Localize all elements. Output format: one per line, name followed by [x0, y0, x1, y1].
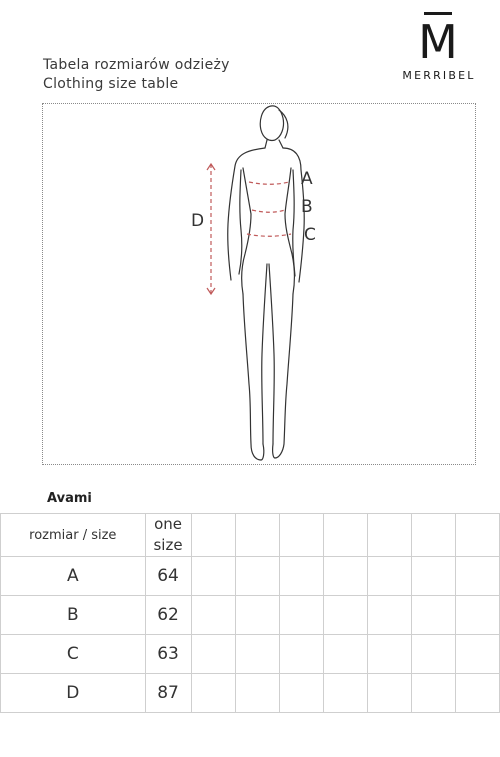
empty-cell	[323, 514, 367, 557]
empty-cell	[367, 596, 411, 635]
label-a: A	[301, 169, 313, 189]
empty-cell	[455, 514, 499, 557]
label-c: C	[304, 225, 316, 245]
left-foot	[261, 444, 264, 460]
empty-cell	[367, 514, 411, 557]
size-column-header: one size	[145, 514, 191, 557]
label-b: B	[301, 197, 313, 217]
left-arm-outer	[228, 148, 265, 280]
table-row	[1, 596, 500, 635]
empty-cell	[279, 514, 323, 557]
empty-cell	[367, 557, 411, 596]
empty-cell	[411, 596, 455, 635]
left-leg-inner	[262, 264, 267, 444]
empty-cell	[367, 635, 411, 674]
size-table-header-row	[1, 514, 500, 557]
size-table	[0, 513, 500, 713]
empty-cell	[455, 635, 499, 674]
empty-cell	[323, 557, 367, 596]
row-label-d: D	[1, 674, 146, 713]
empty-cell	[191, 635, 235, 674]
empty-cell	[323, 596, 367, 635]
logo-wordmark: MERRIBEL	[402, 69, 476, 82]
neck-right	[279, 140, 283, 148]
row-value-c: 63	[145, 635, 191, 674]
empty-cell	[191, 514, 235, 557]
empty-cell	[411, 635, 455, 674]
title-polish: Tabela rozmiarów odzieży	[43, 57, 230, 73]
merribel-logo	[402, 8, 488, 90]
row-value-b: 62	[145, 596, 191, 635]
row-value-a: 64	[145, 557, 191, 596]
empty-cell	[235, 674, 279, 713]
empty-cell	[279, 596, 323, 635]
size-table-header	[43, 56, 230, 94]
empty-cell	[191, 557, 235, 596]
empty-cell	[235, 557, 279, 596]
empty-cell	[323, 635, 367, 674]
empty-cell	[323, 674, 367, 713]
empty-cell	[455, 674, 499, 713]
table-row	[1, 557, 500, 596]
measure-line-c	[247, 234, 291, 236]
label-d: D	[191, 211, 205, 231]
title-english: Clothing size table	[43, 76, 179, 92]
right-leg-outer	[275, 294, 293, 458]
body-figure-illustration	[43, 104, 477, 466]
measure-line-b	[252, 210, 285, 212]
body-diagram-frame	[42, 103, 476, 465]
empty-cell	[455, 557, 499, 596]
row-label-a: A	[1, 557, 146, 596]
torso-left	[242, 168, 251, 294]
row-value-d: 87	[145, 674, 191, 713]
empty-cell	[235, 596, 279, 635]
empty-cell	[411, 514, 455, 557]
right-foot	[273, 444, 275, 458]
product-name: Avami	[47, 491, 92, 506]
empty-cell	[455, 596, 499, 635]
empty-cell	[279, 635, 323, 674]
empty-cell	[279, 674, 323, 713]
empty-cell	[235, 635, 279, 674]
row-label-c: C	[1, 635, 146, 674]
logo-letter: M	[418, 15, 458, 69]
empty-cell	[279, 557, 323, 596]
row-label-b: B	[1, 596, 146, 635]
empty-cell	[367, 674, 411, 713]
table-row	[1, 635, 500, 674]
right-leg-inner	[269, 264, 274, 444]
table-row	[1, 674, 500, 713]
left-arm-inner	[239, 170, 242, 274]
empty-cell	[411, 557, 455, 596]
empty-cell	[235, 514, 279, 557]
empty-cell	[411, 674, 455, 713]
empty-cell	[191, 674, 235, 713]
empty-cell	[191, 596, 235, 635]
neck-left	[265, 140, 267, 148]
left-leg-outer	[243, 294, 261, 460]
measure-line-a	[249, 182, 289, 184]
size-header-label: rozmiar / size	[1, 514, 146, 557]
